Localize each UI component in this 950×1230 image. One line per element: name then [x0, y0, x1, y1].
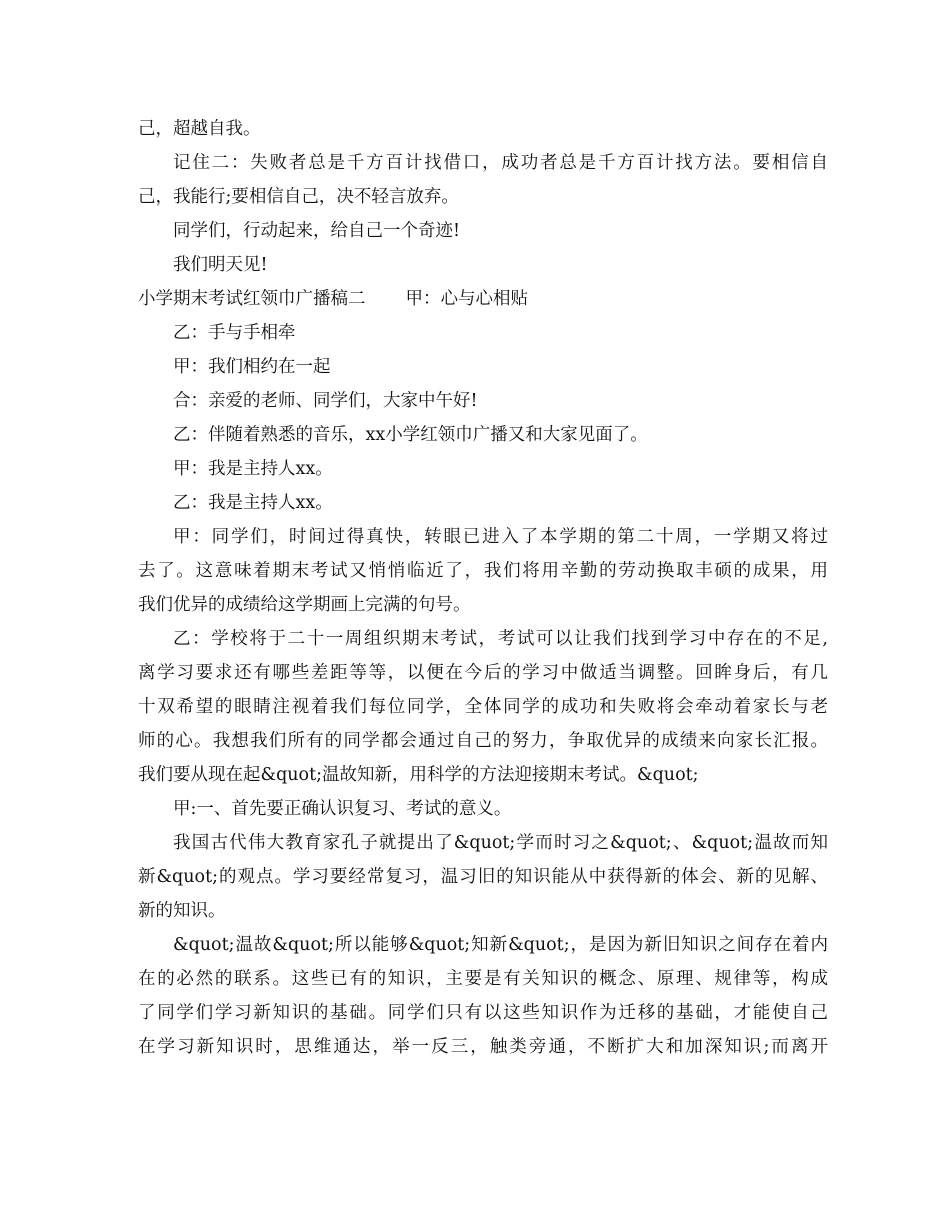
- text-line: 甲：我是主持人xx。: [173, 459, 333, 479]
- text-line: 我们明天见!: [173, 255, 268, 275]
- text-line: 甲：同学们，时间过得真快，转眼已进入了本学期的第二十周，一学期又将过: [173, 527, 828, 547]
- text-line: 去了。这意味着期末考试又悄悄临近了，我们将用辛勤的劳动换取丰硕的成果，用: [138, 561, 828, 581]
- text-line: 同学们，行动起来，给自己一个奇迹!: [173, 221, 461, 241]
- text-line: 乙：学校将于二十一周组织期末考试，考试可以让我们找到学习中存在的不足,: [173, 629, 828, 649]
- text-line: 甲：我们相约在一起: [173, 357, 331, 377]
- text-line: 新&quot;的观点。学习要经常复习，温习旧的知识能从中获得新的体会、新的见解、: [138, 867, 828, 887]
- section-heading-line: [138, 282, 828, 316]
- text-line: 己，超越自我。: [138, 119, 261, 139]
- text-line: 在学习新知识时，思维通达，举一反三，触类旁通，不断扩大和加深知识;而离开: [138, 1037, 828, 1057]
- text-line: 我们要从现在起&quot;温故知新，用科学的方法迎接期末考试。&quot;: [138, 765, 699, 785]
- text-line: 离学习要求还有哪些差距等等，以便在今后的学习中做适当调整。回眸身后，有几: [138, 663, 828, 683]
- text-line: 乙：伴随着熟悉的音乐，xx小学红领巾广播又和大家见面了。: [173, 425, 648, 445]
- text-line: 甲:一、首先要正确认识复习、考试的意义。: [173, 799, 512, 819]
- text-line: 我们优异的成绩给这学期画上完满的句号。: [138, 595, 471, 615]
- text-line: 己，我能行;要相信自己，决不轻言放弃。: [138, 187, 459, 207]
- text-line: 乙：我是主持人xx。: [173, 493, 333, 513]
- text-line: 我国古代伟大教育家孔子就提出了&quot;学而时习之&quot;、&quot;温故而知: [173, 833, 828, 853]
- section-heading: 小学期末考试红领巾广播稿二: [138, 289, 366, 309]
- text-line: &quot;温故&quot;所以能够&quot;知新&quot;，是因为新旧知识之间存在着内: [173, 935, 828, 955]
- text-line: 在的必然的联系。这些已有的知识，主要是有关知识的概念、原理、规律等，构成: [138, 969, 828, 989]
- text-line: 记住二：失败者总是千方百计找借口，成功者总是千方百计找方法。要相信自: [173, 153, 828, 173]
- text-line: 十双希望的眼睛注视着我们每位同学，全体同学的成功和失败将会牵动着家长与老: [138, 697, 828, 717]
- text-line: 新的知识。: [138, 901, 226, 921]
- document-body: [138, 112, 828, 1064]
- text-line: 了同学们学习新知识的基础。同学们只有以这些知识作为迁移的基础，才能使自己: [138, 1003, 828, 1023]
- text-line: 乙：手与手相牵: [173, 323, 296, 343]
- text-line: 甲：心与心相贴: [405, 289, 528, 309]
- text-line: 师的心。我想我们所有的同学都会通过自己的努力，争取优异的成绩来向家长汇报。: [138, 731, 828, 751]
- text-line: 合：亲爱的老师、同学们，大家中午好!: [173, 391, 478, 411]
